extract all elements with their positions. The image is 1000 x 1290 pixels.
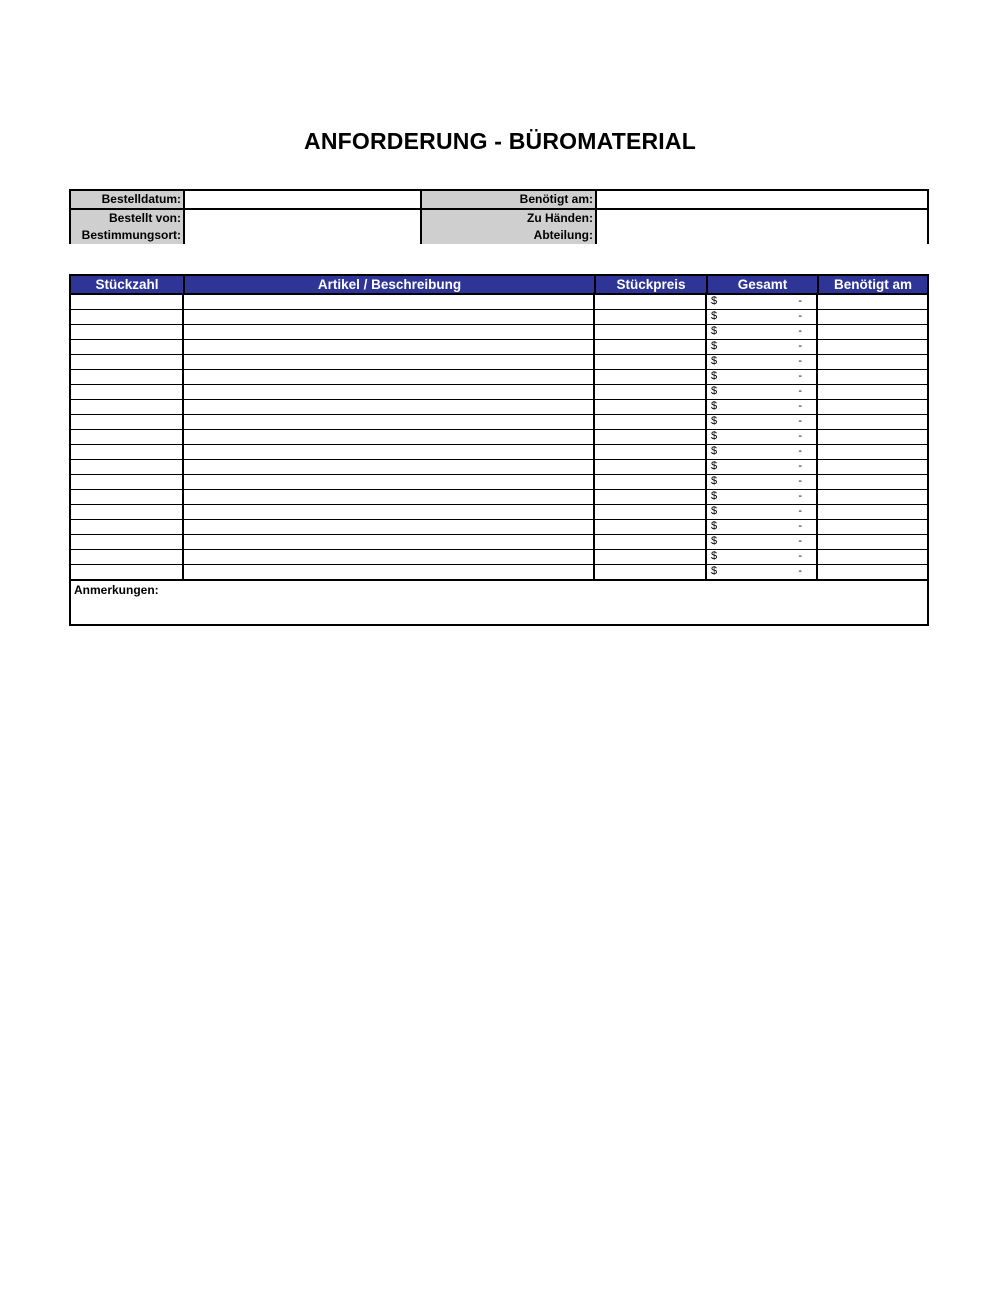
unit-price-cell[interactable] — [595, 355, 705, 369]
total-cell — [707, 400, 816, 414]
quantity-cell[interactable] — [71, 400, 182, 414]
ordered-by-label: Bestellt von: — [71, 210, 183, 227]
total-value: - — [798, 565, 802, 577]
currency-symbol: $ — [711, 310, 718, 322]
needed-on-cell[interactable] — [818, 520, 927, 534]
needed-on-cell[interactable] — [818, 505, 927, 519]
total-value: - — [798, 430, 802, 442]
needed-on-cell[interactable] — [818, 490, 927, 504]
description-cell[interactable] — [184, 310, 593, 324]
unit-price-cell[interactable] — [595, 295, 705, 309]
total-cell — [707, 490, 816, 504]
description-cell[interactable] — [184, 340, 593, 354]
description-cell[interactable] — [184, 550, 593, 564]
attention-field[interactable] — [595, 210, 927, 227]
unit-price-cell[interactable] — [595, 325, 705, 339]
notes-label: Anmerkungen: — [74, 583, 159, 597]
description-cell[interactable] — [184, 520, 593, 534]
needed-on-cell[interactable] — [818, 445, 927, 459]
col-header-needed-on: Benötigt am — [817, 276, 927, 293]
currency-symbol: $ — [711, 385, 718, 397]
notes-area[interactable] — [71, 580, 927, 624]
table-row — [71, 355, 927, 370]
total-cell — [707, 550, 816, 564]
total-value: - — [798, 295, 802, 307]
total-cell — [707, 430, 816, 444]
unit-price-cell[interactable] — [595, 445, 705, 459]
needed-on-cell[interactable] — [818, 295, 927, 309]
description-cell[interactable] — [184, 565, 593, 579]
description-cell[interactable] — [184, 430, 593, 444]
needed-on-cell[interactable] — [818, 310, 927, 324]
total-value: - — [798, 325, 802, 337]
unit-price-cell[interactable] — [595, 460, 705, 474]
currency-symbol: $ — [711, 520, 718, 532]
total-cell — [707, 295, 816, 309]
quantity-cell[interactable] — [71, 370, 182, 384]
items-table-body — [71, 295, 927, 580]
needed-on-field[interactable] — [595, 191, 927, 208]
total-value: - — [798, 415, 802, 427]
total-value: - — [798, 340, 802, 352]
currency-symbol: $ — [711, 490, 718, 502]
description-cell[interactable] — [184, 325, 593, 339]
currency-symbol: $ — [711, 430, 718, 442]
unit-price-cell[interactable] — [595, 400, 705, 414]
total-value: - — [798, 505, 802, 517]
needed-on-cell[interactable] — [818, 325, 927, 339]
quantity-cell[interactable] — [71, 520, 182, 534]
total-value: - — [798, 520, 802, 532]
description-cell[interactable] — [184, 535, 593, 549]
total-cell — [707, 445, 816, 459]
needed-on-cell[interactable] — [818, 415, 927, 429]
quantity-cell[interactable] — [71, 325, 182, 339]
quantity-cell[interactable] — [71, 550, 182, 564]
table-row — [71, 385, 927, 400]
quantity-cell[interactable] — [71, 475, 182, 489]
currency-symbol: $ — [711, 355, 718, 367]
currency-symbol: $ — [711, 565, 718, 577]
currency-symbol: $ — [711, 460, 718, 472]
quantity-cell[interactable] — [71, 415, 182, 429]
department-field[interactable] — [595, 227, 927, 244]
quantity-cell[interactable] — [71, 565, 182, 579]
currency-symbol: $ — [711, 535, 718, 547]
table-row — [71, 340, 927, 355]
table-row — [71, 505, 927, 520]
total-cell — [707, 565, 816, 579]
quantity-cell[interactable] — [71, 430, 182, 444]
items-table — [69, 274, 929, 626]
unit-price-cell[interactable] — [595, 565, 705, 579]
unit-price-cell[interactable] — [595, 535, 705, 549]
total-value: - — [798, 400, 802, 412]
currency-symbol: $ — [711, 475, 718, 487]
total-value: - — [798, 535, 802, 547]
description-cell[interactable] — [184, 370, 593, 384]
col-header-quantity: Stückzahl — [95, 277, 159, 292]
needed-on-cell[interactable] — [818, 370, 927, 384]
attention-label: Zu Händen: — [420, 210, 595, 227]
unit-price-cell[interactable] — [595, 370, 705, 384]
needed-on-cell[interactable] — [818, 535, 927, 549]
quantity-cell[interactable] — [71, 505, 182, 519]
description-cell[interactable] — [184, 490, 593, 504]
needed-on-cell[interactable] — [818, 340, 927, 354]
quantity-cell[interactable] — [71, 295, 182, 309]
total-cell — [707, 310, 816, 324]
description-cell[interactable] — [184, 505, 593, 519]
order-info-grid — [69, 189, 929, 244]
unit-price-cell[interactable] — [595, 505, 705, 519]
unit-price-cell[interactable] — [595, 430, 705, 444]
total-cell — [707, 340, 816, 354]
total-cell — [707, 325, 816, 339]
ordered-by-field[interactable] — [183, 210, 420, 227]
order-date-field[interactable] — [183, 191, 420, 208]
unit-price-cell[interactable] — [595, 490, 705, 504]
quantity-cell[interactable] — [71, 445, 182, 459]
description-cell[interactable] — [184, 295, 593, 309]
description-cell[interactable] — [184, 475, 593, 489]
total-value: - — [798, 370, 802, 382]
col-header-description: Artikel / Beschreibung — [183, 276, 594, 293]
total-cell — [707, 415, 816, 429]
description-cell[interactable] — [184, 355, 593, 369]
needed-on-label: Benötigt am: — [420, 191, 595, 208]
currency-symbol: $ — [711, 415, 718, 427]
table-row — [71, 295, 927, 310]
total-cell — [707, 535, 816, 549]
unit-price-cell[interactable] — [595, 520, 705, 534]
currency-symbol: $ — [711, 400, 718, 412]
unit-price-cell[interactable] — [595, 550, 705, 564]
total-cell — [707, 355, 816, 369]
quantity-cell[interactable] — [71, 310, 182, 324]
destination-label: Bestimmungsort: — [71, 227, 183, 244]
table-row — [71, 550, 927, 565]
currency-symbol: $ — [711, 505, 718, 517]
currency-symbol: $ — [711, 550, 718, 562]
quantity-cell[interactable] — [71, 535, 182, 549]
needed-on-cell[interactable] — [818, 550, 927, 564]
total-cell — [707, 460, 816, 474]
total-cell — [707, 505, 816, 519]
unit-price-cell[interactable] — [595, 415, 705, 429]
needed-on-cell[interactable] — [818, 475, 927, 489]
page-title: ANFORDERUNG - BÜROMATERIAL — [304, 128, 696, 154]
department-label: Abteilung: — [420, 227, 595, 244]
total-value: - — [798, 490, 802, 502]
table-row — [71, 325, 927, 340]
needed-on-cell[interactable] — [818, 355, 927, 369]
quantity-cell[interactable] — [71, 385, 182, 399]
currency-symbol: $ — [711, 370, 718, 382]
unit-price-cell[interactable] — [595, 385, 705, 399]
needed-on-cell[interactable] — [818, 400, 927, 414]
description-cell[interactable] — [184, 400, 593, 414]
total-value: - — [798, 460, 802, 472]
table-row — [71, 565, 927, 580]
destination-field[interactable] — [183, 227, 420, 244]
info-row-destination — [71, 227, 927, 244]
description-cell[interactable] — [184, 445, 593, 459]
currency-symbol: $ — [711, 340, 718, 352]
total-cell — [707, 370, 816, 384]
total-cell — [707, 520, 816, 534]
quantity-cell[interactable] — [71, 490, 182, 504]
table-row — [71, 460, 927, 475]
table-row — [71, 415, 927, 430]
table-row — [71, 370, 927, 385]
info-row-order-date — [71, 191, 927, 210]
needed-on-cell[interactable] — [818, 565, 927, 579]
currency-symbol: $ — [711, 325, 718, 337]
total-cell — [707, 385, 816, 399]
table-row — [71, 400, 927, 415]
table-row — [71, 310, 927, 325]
needed-on-cell[interactable] — [818, 460, 927, 474]
col-header-total: Gesamt — [706, 276, 817, 293]
description-cell[interactable] — [184, 460, 593, 474]
total-value: - — [798, 385, 802, 397]
table-row — [71, 490, 927, 505]
table-row — [71, 520, 927, 535]
table-row — [71, 445, 927, 460]
quantity-cell[interactable] — [71, 340, 182, 354]
items-table-header — [71, 276, 927, 295]
total-value: - — [798, 445, 802, 457]
table-row — [71, 430, 927, 445]
quantity-cell[interactable] — [71, 460, 182, 474]
needed-on-cell[interactable] — [818, 430, 927, 444]
unit-price-cell[interactable] — [595, 475, 705, 489]
total-value: - — [798, 475, 802, 487]
total-value: - — [798, 310, 802, 322]
total-value: - — [798, 550, 802, 562]
total-cell — [707, 475, 816, 489]
total-value: - — [798, 355, 802, 367]
unit-price-cell[interactable] — [595, 310, 705, 324]
order-date-label: Bestelldatum: — [71, 191, 183, 208]
quantity-cell[interactable] — [71, 355, 182, 369]
description-cell[interactable] — [184, 415, 593, 429]
table-row — [71, 475, 927, 490]
currency-symbol: $ — [711, 295, 718, 307]
needed-on-cell[interactable] — [818, 385, 927, 399]
unit-price-cell[interactable] — [595, 340, 705, 354]
table-row — [71, 535, 927, 550]
description-cell[interactable] — [184, 385, 593, 399]
currency-symbol: $ — [711, 445, 718, 457]
col-header-unit-price: Stückpreis — [594, 276, 706, 293]
